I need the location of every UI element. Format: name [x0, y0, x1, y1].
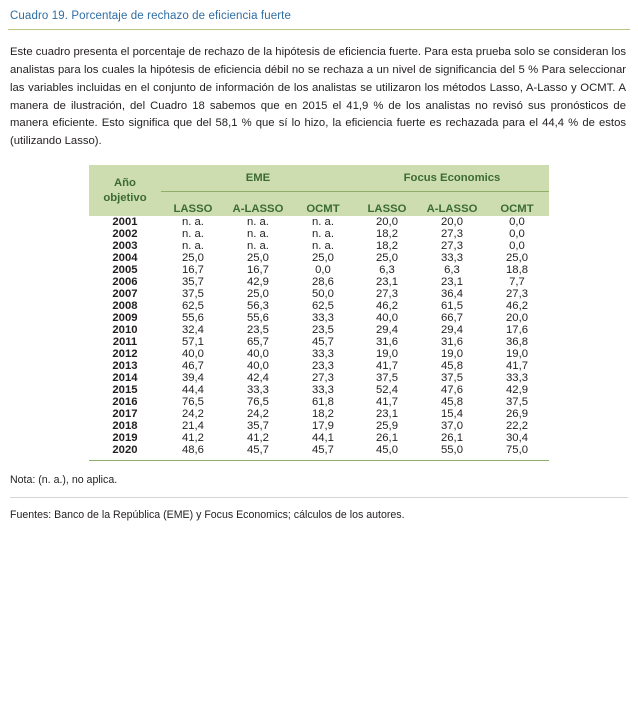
table-row	[89, 384, 549, 396]
header-group-eme: EME	[161, 165, 355, 192]
cell-value: 24,2	[246, 408, 269, 421]
header-year-line1: Año	[113, 176, 136, 189]
cell-value: 15,4	[440, 408, 463, 421]
table-row	[89, 324, 549, 336]
cell-value: 76,5	[181, 396, 204, 409]
cell-year: 2004	[112, 252, 138, 265]
cell-value: 31,6	[375, 336, 398, 349]
cell-value: 66,7	[440, 312, 463, 325]
cell-value: 23,5	[311, 324, 334, 337]
cell-value: 46,2	[506, 300, 528, 313]
table-row	[89, 408, 549, 420]
cell-value: 41,7	[375, 360, 398, 373]
table-row	[89, 252, 549, 264]
cell-year: 2016	[112, 396, 138, 409]
cell-value: 23,3	[311, 360, 334, 373]
cell-year: 2003	[112, 240, 138, 253]
cell-value: 24,2	[181, 408, 204, 421]
cell-value: 23,1	[375, 276, 398, 289]
cell-value: 75,0	[506, 444, 528, 457]
cell-value: n. a.	[181, 216, 204, 229]
cell-value: 18,2	[375, 240, 398, 253]
cell-value: 25,0	[246, 252, 269, 265]
cell-value: 0,0	[509, 216, 525, 229]
cell-value: 20,0	[375, 216, 398, 229]
cell-value: 32,4	[181, 324, 204, 337]
cell-value: 44,4	[181, 384, 204, 397]
table-row	[89, 264, 549, 276]
cell-year: 2013	[112, 360, 138, 373]
cell-value: 31,6	[440, 336, 463, 349]
cell-value: n. a.	[246, 216, 269, 229]
cell-value: 19,0	[440, 348, 463, 361]
cell-value: 16,7	[246, 264, 269, 277]
cell-value: 25,0	[181, 252, 204, 265]
cell-value: 16,7	[181, 264, 204, 277]
cell-value: 65,7	[246, 336, 269, 349]
cell-value: n. a.	[181, 240, 204, 253]
cell-value: 45,7	[311, 336, 334, 349]
cell-value: 44,1	[311, 432, 334, 445]
cell-value: 55,6	[181, 312, 204, 325]
cell-year: 2017	[112, 408, 138, 421]
table-row	[89, 240, 549, 252]
cell-value: 42,9	[506, 384, 528, 397]
cell-year: 2020	[112, 444, 138, 457]
header-eme-ocmt: OCMT	[291, 192, 355, 217]
cell-value: 37,0	[440, 420, 463, 433]
cell-value: 42,9	[246, 276, 269, 289]
cell-value: 45,7	[311, 444, 334, 457]
header-focus-alasso: A-LASSO	[419, 192, 485, 217]
cell-value: 27,3	[440, 228, 463, 241]
cell-value: 26,9	[506, 408, 528, 421]
cell-value: 39,4	[181, 372, 204, 385]
cell-value: 25,0	[246, 288, 269, 301]
cell-value: 41,7	[506, 360, 528, 373]
table-row	[89, 276, 549, 288]
cell-value: 19,0	[506, 348, 528, 361]
cell-value: 55,6	[246, 312, 269, 325]
cell-value: 50,0	[311, 288, 334, 301]
cell-value: 62,5	[311, 300, 334, 313]
table-body	[89, 216, 549, 460]
cell-year: 2018	[112, 420, 138, 433]
cell-value: 41,2	[246, 432, 269, 445]
cell-value: 55,0	[440, 444, 463, 457]
cell-value: 61,8	[311, 396, 334, 409]
table-row	[89, 228, 549, 240]
rejection-rate-table	[89, 165, 549, 460]
table-row	[89, 444, 549, 460]
cell-value: 19,0	[375, 348, 398, 361]
table-row	[89, 432, 549, 444]
cell-value: 40,0	[375, 312, 398, 325]
cell-value: 21,4	[181, 420, 204, 433]
cell-value: 25,0	[375, 252, 398, 265]
cell-value: 23,1	[375, 408, 398, 421]
source-text: Fuentes: Banco de la República (EME) y Focus Economics; cálculos de los autores.	[10, 509, 405, 522]
cell-year: 2012	[112, 348, 138, 361]
cell-value: 37,5	[506, 396, 528, 409]
cell-value: 33,3	[311, 312, 334, 325]
header-focus-lasso: LASSO	[355, 192, 419, 217]
cell-value: 22,2	[506, 420, 528, 433]
cell-value: 42,4	[246, 372, 269, 385]
header-group-focus: Focus Economics	[355, 165, 549, 192]
cell-value: 27,3	[375, 288, 398, 301]
cell-value: 47,6	[440, 384, 463, 397]
cell-value: 35,7	[246, 420, 269, 433]
cell-value: 0,0	[509, 228, 525, 241]
cell-value: 57,1	[181, 336, 204, 349]
cell-value: 6,3	[444, 264, 460, 277]
cell-value: 23,5	[246, 324, 269, 337]
cell-value: 56,3	[246, 300, 269, 313]
cell-year: 2005	[112, 264, 138, 277]
cell-value: 40,0	[246, 360, 269, 373]
cell-value: 18,2	[311, 408, 334, 421]
cell-value: 25,9	[375, 420, 398, 433]
table-row	[89, 336, 549, 348]
cell-value: 27,3	[506, 288, 528, 301]
header-eme-alasso: A-LASSO	[225, 192, 291, 217]
cell-year: 2010	[112, 324, 138, 337]
cell-value: 45,8	[440, 396, 463, 409]
cell-year: 2009	[112, 312, 138, 325]
table-row	[89, 360, 549, 372]
table-notes	[10, 461, 628, 521]
cell-value: 46,7	[181, 360, 204, 373]
cell-value: 37,5	[440, 372, 463, 385]
cell-value: 45,7	[246, 444, 269, 457]
table-row	[89, 348, 549, 360]
cell-year: 2002	[112, 228, 138, 241]
header-year	[89, 165, 161, 216]
cell-value: 36,4	[440, 288, 463, 301]
cell-value: 41,2	[181, 432, 204, 445]
cell-value: n. a.	[311, 240, 334, 253]
cell-value: 33,3	[246, 384, 269, 397]
cell-year: 2001	[112, 216, 138, 229]
cell-value: 23,1	[440, 276, 463, 289]
intro-paragraph: Este cuadro presenta el porcentaje de rechazo de la hipótesis de eficiencia fuerte. Para esta prueba solo se consideran los analistas para los cuales la hipótesis de eficiencia débil no se rechaza a un nivel de significancia del 5 % Para seleccionar las variables incluidas en el conjunto de información de los analistas se utilizaron los métodos Lasso, A-Lasso y OCMT. A manera de ilustración, del Cuadro 18 sabemos que en 2015 el 41,9 % de los analistas no revisó sus pronósticos de manera eficiente. Esto significa que del 58,1 % que sí lo hizo, la eficiencia fuerte es rechazada para el 44,4 % de estos (utilizando Lasso).	[10, 46, 626, 148]
table-row	[89, 300, 549, 312]
cell-value: 62,5	[181, 300, 204, 313]
cell-year: 2014	[112, 372, 138, 385]
cell-value: 33,3	[311, 384, 334, 397]
note-text: Nota: (n. a.), no aplica.	[10, 474, 118, 487]
cell-value: 27,3	[440, 240, 463, 253]
table-row	[89, 312, 549, 324]
cell-value: 33,3	[506, 372, 528, 385]
table-row	[89, 396, 549, 408]
cell-value: 52,4	[375, 384, 398, 397]
cell-value: n. a.	[181, 228, 204, 241]
cell-value: 28,6	[311, 276, 334, 289]
cell-value: 40,0	[181, 348, 204, 361]
table-row	[89, 216, 549, 228]
cell-value: 33,3	[440, 252, 463, 265]
cell-value: 25,0	[311, 252, 334, 265]
cell-value: 0,0	[509, 240, 525, 253]
cell-value: 29,4	[375, 324, 398, 337]
cell-year: 2015	[112, 384, 138, 397]
cell-value: 40,0	[246, 348, 269, 361]
page-title: Cuadro 19. Porcentaje de rechazo de eficiencia fuerte	[10, 10, 291, 22]
cell-value: 30,4	[506, 432, 528, 445]
cell-value: n. a.	[311, 216, 334, 229]
cell-value: 20,0	[506, 312, 528, 325]
cell-value: 33,3	[311, 348, 334, 361]
cell-value: 36,8	[506, 336, 528, 349]
cell-value: 76,5	[246, 396, 269, 409]
cell-value: 17,9	[311, 420, 334, 433]
table-row	[89, 288, 549, 300]
cell-year: 2011	[112, 336, 138, 349]
cell-value: 26,1	[440, 432, 463, 445]
table-row	[89, 372, 549, 384]
cell-value: 17,6	[506, 324, 528, 337]
cell-value: 45,8	[440, 360, 463, 373]
cell-value: 18,2	[375, 228, 398, 241]
cell-value: n. a.	[246, 228, 269, 241]
cell-year: 2008	[112, 300, 138, 313]
cell-year: 2019	[112, 432, 138, 445]
cell-value: 45,0	[375, 444, 398, 457]
cell-value: n. a.	[246, 240, 269, 253]
cell-value: 61,5	[440, 300, 463, 313]
cell-value: 0,0	[315, 264, 331, 277]
header-focus-ocmt: OCMT	[485, 192, 549, 217]
cell-value: 18,8	[506, 264, 528, 277]
cell-value: 29,4	[440, 324, 463, 337]
cell-value: 7,7	[509, 276, 525, 289]
cell-value: 37,5	[181, 288, 204, 301]
header-year-line2: objetivo	[103, 191, 147, 204]
cell-value: 6,3	[379, 264, 395, 277]
cell-value: 37,5	[375, 372, 398, 385]
table-row	[89, 420, 549, 432]
cell-value: 48,6	[181, 444, 204, 457]
title-divider	[8, 29, 630, 30]
cell-value: n. a.	[311, 228, 334, 241]
cell-year: 2007	[112, 288, 138, 301]
cell-value: 26,1	[375, 432, 398, 445]
table-header	[89, 165, 549, 216]
cell-value: 25,0	[506, 252, 528, 265]
cell-value: 41,7	[375, 396, 398, 409]
cell-year: 2006	[112, 276, 138, 289]
cell-value: 46,2	[375, 300, 398, 313]
cell-value: 27,3	[311, 372, 334, 385]
cell-value: 35,7	[181, 276, 204, 289]
cell-value: 20,0	[440, 216, 463, 229]
header-eme-lasso: LASSO	[161, 192, 225, 217]
